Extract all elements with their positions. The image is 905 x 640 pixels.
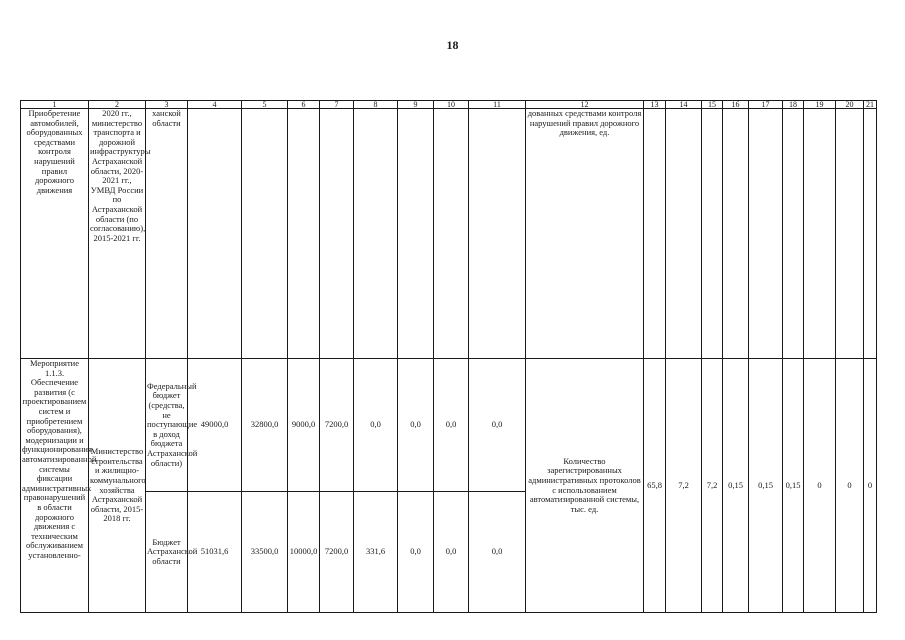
funding-value: 10000,0 <box>288 492 320 613</box>
column-number: 9 <box>398 101 434 109</box>
empty-cell <box>288 109 320 359</box>
empty-cell <box>666 109 702 359</box>
indicator-value: 7,2 <box>666 359 702 613</box>
empty-cell <box>354 109 398 359</box>
column-number: 16 <box>723 101 749 109</box>
empty-cell <box>836 109 864 359</box>
empty-cell <box>469 109 526 359</box>
empty-cell <box>723 109 749 359</box>
column-number: 3 <box>146 101 188 109</box>
column-number: 18 <box>783 101 804 109</box>
executor-period: Министерство строительства и жилищно-коммунального хозяйства Астраханской области, 2015-2018 гг. <box>89 359 146 613</box>
funding-value: 32800,0 <box>242 359 288 492</box>
column-number: 10 <box>434 101 469 109</box>
empty-cell <box>644 109 666 359</box>
indicator-value: 0 <box>864 359 877 613</box>
indicator-value: 0 <box>836 359 864 613</box>
program-table <box>20 100 877 613</box>
empty-cell <box>320 109 354 359</box>
funding-value: 9000,0 <box>288 359 320 492</box>
funding-value: 0,0 <box>469 359 526 492</box>
table-row-federal-budget <box>21 359 877 492</box>
empty-cell <box>804 109 836 359</box>
column-number: 17 <box>749 101 783 109</box>
column-number: 12 <box>526 101 644 109</box>
column-number: 14 <box>666 101 702 109</box>
activity-name: Мероприятие 1.1.3. Обеспечение развития (с проектированием систем и приобретением оборудования), модернизации и функционирования автоматизированной системы фиксации административных правонарушений в области дорожного движения с техническим обслуживанием установленно- <box>21 359 89 613</box>
funding-value: 331,6 <box>354 492 398 613</box>
executor-period: 2020 гг., министерство транспорта и дорожной инфраструктуры Астраханской области, 2020-2021 гг., УМВД России по Астраханской области (по согласованию), 2015-2021 гг. <box>89 109 146 359</box>
funding-value: 51031,6 <box>188 492 242 613</box>
funding-source: Федеральный бюджет (средства, не поступающие в доход бюджета Астраханской области) <box>146 359 188 492</box>
column-number: 6 <box>288 101 320 109</box>
indicator-value: 0,15 <box>749 359 783 613</box>
column-number: 19 <box>804 101 836 109</box>
funding-value: 0,0 <box>398 492 434 613</box>
funding-value: 0,0 <box>434 492 469 613</box>
funding-value: 33500,0 <box>242 492 288 613</box>
funding-source: Бюджет Астраханской области <box>146 492 188 613</box>
column-number: 11 <box>469 101 526 109</box>
column-number: 8 <box>354 101 398 109</box>
empty-cell <box>398 109 434 359</box>
column-number: 2 <box>89 101 146 109</box>
activity-name: Приобретение автомобилей, оборудованных средствами контроля нарушений правил дорожного движения <box>21 109 89 359</box>
indicator-value: 0,15 <box>723 359 749 613</box>
empty-cell <box>749 109 783 359</box>
column-number: 1 <box>21 101 89 109</box>
funding-value: 7200,0 <box>320 492 354 613</box>
column-number: 20 <box>836 101 864 109</box>
funding-value: 7200,0 <box>320 359 354 492</box>
funding-source: ханской области <box>146 109 188 359</box>
indicator-name: дованных средствами контроля нарушений правил дорожного движения, ед. <box>526 109 644 359</box>
indicator-name: Количество зарегистрированных административных протоколов с использованием автоматизированной системы, тыс. ед. <box>526 359 644 613</box>
empty-cell <box>864 109 877 359</box>
empty-cell <box>188 109 242 359</box>
empty-cell <box>783 109 804 359</box>
indicator-value: 7,2 <box>702 359 723 613</box>
empty-cell <box>702 109 723 359</box>
indicator-value: 65,8 <box>644 359 666 613</box>
indicator-value: 0,15 <box>783 359 804 613</box>
column-number: 7 <box>320 101 354 109</box>
indicator-value: 0 <box>804 359 836 613</box>
column-number: 5 <box>242 101 288 109</box>
column-number: 13 <box>644 101 666 109</box>
column-number: 15 <box>702 101 723 109</box>
column-number: 4 <box>188 101 242 109</box>
funding-value: 0,0 <box>398 359 434 492</box>
funding-value: 0,0 <box>354 359 398 492</box>
page-number: 18 <box>446 38 459 52</box>
empty-cell <box>434 109 469 359</box>
funding-value: 0,0 <box>434 359 469 492</box>
table-row-vehicles <box>21 109 877 359</box>
funding-value: 0,0 <box>469 492 526 613</box>
funding-value: 49000,0 <box>188 359 242 492</box>
column-number-row <box>21 101 877 109</box>
empty-cell <box>242 109 288 359</box>
column-number: 21 <box>864 101 877 109</box>
